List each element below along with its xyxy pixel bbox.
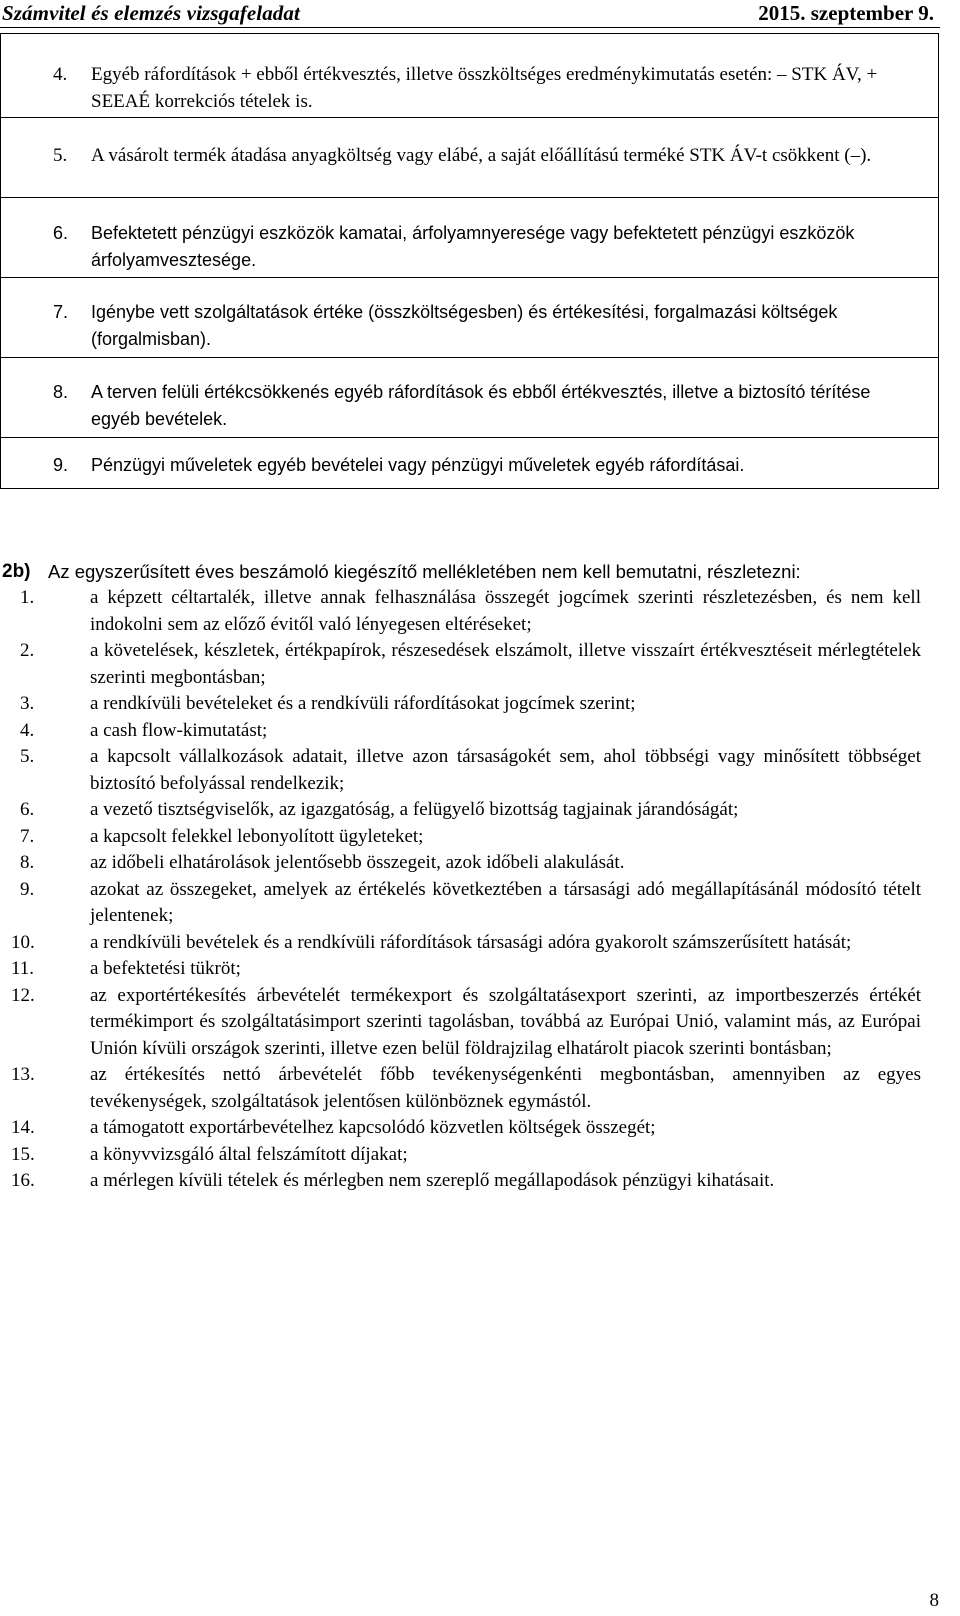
box-item-number: 7.	[53, 302, 69, 322]
list-item-text: a kapcsolt vállalkozások adatait, illetve azon társaságokét sem, ahol többségi vagy minősített többséget biztosító befolyással rendelkezik;	[90, 746, 921, 794]
box-item-text: A terven felüli értékcsökkenés egyéb ráfordítások és ebből értékvesztés, illetve a biztosító térítése egyéb bevételek.	[91, 382, 871, 429]
list-item-text: a követelések, készletek, értékpapírok, részesedések elszámolt, illetve visszaírt értékvesztéseit mérlegtételek szerinti megbontásban;	[90, 640, 921, 688]
list-item-text: a vezető tisztségviselők, az igazgatóság, a felügyelő bizottság tagjainak járandóságát;	[90, 799, 739, 820]
list-item	[0, 1115, 940, 1142]
list-item-number: 2.	[20, 640, 35, 661]
box-item-text: Egyéb ráfordítások + ebből értékvesztés, illetve összköltséges eredménykimutatás esetén: – STK ÁV, + SEEAÉ korrekciós tételek is.	[91, 64, 878, 112]
list-item-number: 4.	[20, 719, 35, 741]
box-row	[1, 118, 938, 198]
page-number: 8	[929, 1590, 939, 1611]
section-heading	[0, 558, 940, 585]
list-item-number: 16.	[11, 1170, 35, 1191]
list-item-text: a támogatott exportárbevételhez kapcsolódó közvetlen költségek összegét;	[90, 1117, 656, 1138]
list-item-text: a kapcsolt felekkel lebonyolított ügyleteket;	[90, 825, 424, 847]
list-item-number: 7.	[20, 825, 35, 847]
boxed-list	[0, 33, 939, 489]
list-item	[0, 638, 940, 691]
box-item-text: Befektetett pénzügyi eszközök kamatai, árfolyamnyeresége vagy befektetett pénzügyi eszközök árfolyamvesztesége.	[91, 223, 855, 270]
list-item-number: 6.	[20, 799, 35, 820]
list-item	[0, 585, 940, 638]
section-2b	[0, 558, 940, 1195]
list-item-text: azokat az összegeket, amelyek az értékelés következtében a társasági adó megállapításánál módosító tételt jelentenek;	[90, 878, 921, 926]
section-intro: Az egyszerűsített éves beszámoló kiegészítő mellékletében nem kell bemutatni, részletezni:	[48, 561, 801, 582]
box-item-number: 6.	[53, 223, 69, 243]
numbered-list	[0, 585, 940, 1195]
box-row	[1, 198, 938, 278]
list-item-text: a könyvvizsgáló által felszámított díjakat;	[90, 1143, 408, 1165]
list-item	[0, 1062, 940, 1115]
list-item	[0, 797, 940, 824]
list-item	[0, 744, 940, 797]
list-item-text: a rendkívüli bevételek és a rendkívüli ráfordítások társasági adóra gyakorolt számszerűsített hatását;	[90, 931, 852, 953]
list-item-text: az időbeli elhatárolások jelentősebb összegeit, azok időbeli alakulását.	[90, 852, 625, 873]
list-item-number: 3.	[20, 693, 35, 714]
box-item-number: 4.	[53, 64, 68, 85]
list-item-number: 12.	[11, 984, 35, 1006]
section-label: 2b)	[2, 561, 31, 582]
box-item-number: 8.	[53, 382, 69, 402]
page-header	[0, 0, 940, 28]
list-item	[0, 930, 940, 957]
box-item-number: 9.	[53, 455, 69, 475]
box-item-text: A vásárolt termék átadása anyagköltség vagy elábé, a saját előállítású terméké STK ÁV-t csökkent (–).	[91, 145, 872, 166]
list-item	[0, 850, 940, 877]
list-item-number: 9.	[20, 878, 35, 900]
box-item-text: Igénybe vett szolgáltatások értéke (összköltségesben) és értékesítési, forgalmazási költségek (forgalmisban).	[91, 302, 838, 349]
list-item	[0, 877, 940, 930]
list-item-number: 10.	[11, 931, 35, 953]
list-item-text: az értékesítés nettó árbevételét főbb tevékenységenkénti megbontásban, amennyiben az egyes tevékenységek, szolgáltatások jelentősen különböznek egymástól.	[90, 1064, 921, 1112]
list-item	[0, 956, 940, 983]
list-item-number: 13.	[11, 1064, 35, 1085]
list-item-number: 15.	[11, 1143, 35, 1165]
box-item-text: Pénzügyi műveletek egyéb bevételei vagy pénzügyi műveletek egyéb ráfordításai.	[91, 455, 745, 475]
box-row	[1, 34, 938, 118]
box-row	[1, 358, 938, 438]
list-item	[0, 691, 940, 718]
list-item-text: a képzett céltartalék, illetve annak felhasználása összegét jogcímek szerinti részletezésben, és nem kell indokolni sem az előző évitől való lényegesen eltéréseket;	[90, 587, 921, 635]
document-title: Számvitel és elemzés vizsgafeladat	[2, 1, 300, 25]
list-item-number: 1.	[20, 587, 35, 608]
list-item-number: 8.	[20, 852, 35, 873]
list-item-number: 14.	[11, 1117, 35, 1138]
list-item	[0, 1142, 940, 1169]
list-item-text: a befektetési tükröt;	[90, 958, 241, 979]
list-item	[0, 718, 940, 745]
list-item	[0, 824, 940, 851]
list-item	[0, 1168, 940, 1195]
box-row	[1, 278, 938, 358]
list-item	[0, 983, 940, 1063]
list-item-text: a cash flow-kimutatást;	[90, 719, 268, 741]
document-date: 2015. szeptember 9.	[758, 1, 934, 25]
box-row	[1, 438, 938, 488]
list-item-text: az exportértékesítés árbevételét termékexport és szolgáltatásexport szerinti, az importbeszerzés értékét termékimport és szolgáltatásimport szerinti tagolásban, továbbá az Európai Unió, valamint más, az Európai Unión kívüli országok szerinti, illetve ezen belül földrajzilag elhatárolt piacok szerinti bontásban;	[90, 984, 921, 1059]
list-item-text: a rendkívüli bevételeket és a rendkívüli ráfordításokat jogcímek szerint;	[90, 693, 636, 714]
list-item-number: 5.	[20, 746, 35, 767]
list-item-number: 11.	[11, 958, 35, 979]
box-item-number: 5.	[53, 145, 68, 166]
list-item-text: a mérlegen kívüli tételek és mérlegben nem szereplő megállapodások pénzügyi kihatásait.	[90, 1170, 775, 1191]
